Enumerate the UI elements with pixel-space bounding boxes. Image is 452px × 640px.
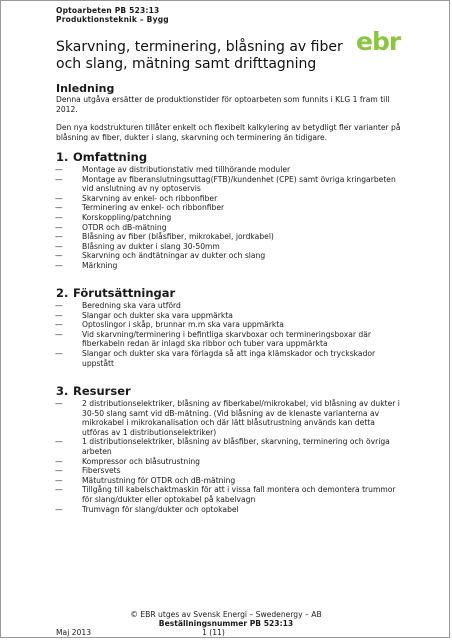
- list-item: — Montage av fiberanslutningsuttag(FTB)/kundenhet (CPE) samt övriga kringarbeten vid anslutning av ny optoservis: [69, 175, 401, 194]
- list-item: — OTDR och dB-mätning: [69, 223, 401, 233]
- section-heading: [56, 150, 401, 164]
- doc-header-code: Optoarbeten PB 523:13: [56, 6, 160, 15]
- list-item: — Märkning: [69, 261, 401, 271]
- section-title: Förutsättningar: [73, 286, 176, 300]
- list-item: — 2 distributionselektriker, blåsning av fiberkabel/mikrokabel, vid blåsning av dukter i 30-50 slang samt vid dB-mätning. (Vid blåsning av de klenaste varianterna av mikrokabel i mikrokanalisation och där lätt blåsutrustning används kan detta utföras av 1 distributionselektriker): [69, 399, 401, 437]
- section-list: [69, 165, 401, 271]
- section-title: Omfattning: [73, 150, 148, 164]
- list-item: — Fibersvets: [69, 466, 401, 476]
- list-item: — Montage av distributionstativ med tillhörande moduler: [69, 165, 401, 175]
- intro-paragraph-2: Den nya kodstrukturen tillåter enkelt och flexibelt kalkylering av betydligt fler varianter på blåsning av fiber, dukter i slang, skarvning och terminering än tidigare.: [56, 123, 401, 142]
- list-item: — Trumvagn för slang/dukter och optokabel: [69, 505, 401, 515]
- intro-section: [56, 82, 401, 142]
- footer-date: Maj 2013: [56, 628, 92, 637]
- section-heading: [56, 286, 401, 300]
- list-item: — Skarvning av enkel- och ribbonfiber: [69, 194, 401, 204]
- doc-header-department: Produktionsteknik – Bygg: [56, 15, 169, 24]
- list-item: — 1 distributionselektriker, blåsning av blåsfiber, skarvning, terminering och övriga arbeten: [69, 437, 401, 456]
- list-item: — Tillgång till kabelschaktmaskin för att i vissa fall montera och demontera trummor för slang/dukter eller optokabel på kabelvagn: [69, 485, 401, 504]
- intro-paragraph-1: Denna utgåva ersätter de produktionstider för optoarbeten som funnits i KLG 1 fram till 2012.: [56, 95, 390, 114]
- list-item: — Korskoppling/patchning: [69, 213, 401, 223]
- section-number: 1.: [56, 150, 69, 164]
- intro-heading: Inledning: [56, 82, 115, 95]
- svg-text:ebr: ebr: [356, 28, 401, 54]
- section-number: 3.: [56, 384, 69, 398]
- ebr-logo-graphic: [356, 28, 408, 54]
- section-omfattning: [56, 150, 401, 271]
- list-item: — Mätutrustning för OTDR och dB-mätning: [69, 476, 401, 486]
- list-item: — Optoslingor i skåp, brunnar m.m ska vara uppmärkta: [69, 320, 401, 330]
- list-item: — Beredning ska vara utförd: [69, 301, 401, 311]
- list-item: — Blåsning av fiber (blåsfiber, mikrokabel, jordkabel): [69, 232, 401, 242]
- section-title: Resurser: [73, 384, 131, 398]
- section-heading: [56, 384, 401, 398]
- list-item: — Slangar och dukter ska vara förlagda så att inga klämskador och tryckskador uppstått: [69, 349, 401, 368]
- list-item: — Slangar och dukter ska vara uppmärkta: [69, 311, 401, 321]
- list-item: — Blåsning av dukter i slang 30-50mm: [69, 242, 401, 252]
- footer-copyright: © EBR utges av Svensk Energi – Swedenergy – AB: [130, 610, 322, 619]
- footer-order-number: Beställningsnummer PB 523:13: [158, 619, 294, 628]
- section-resurser: [56, 384, 401, 514]
- list-item: — Vid skarvning/terminering i befintliga skarvboxar och termineringsboxar där fiberkabeln redan är inlagd ska ribbor och tuber vara uppmärkta: [69, 330, 401, 349]
- page-title: Skarvning, terminering, blåsning av fiber och slang, mätning samt drifttagning: [56, 39, 343, 72]
- list-item: — Skarvning och ändtätningar av dukter och slang: [69, 251, 401, 261]
- section-number: 2.: [56, 286, 69, 300]
- section-list: [69, 399, 401, 514]
- ebr-logo: [356, 28, 408, 54]
- section-list: [69, 301, 401, 368]
- list-item: — Terminering av enkel- och ribbonfiber: [69, 203, 401, 213]
- list-item: — Kompressor och blåsutrustning: [69, 457, 401, 467]
- section-forutsattningar: [56, 286, 401, 368]
- footer-page-number: 1 (11): [202, 628, 225, 637]
